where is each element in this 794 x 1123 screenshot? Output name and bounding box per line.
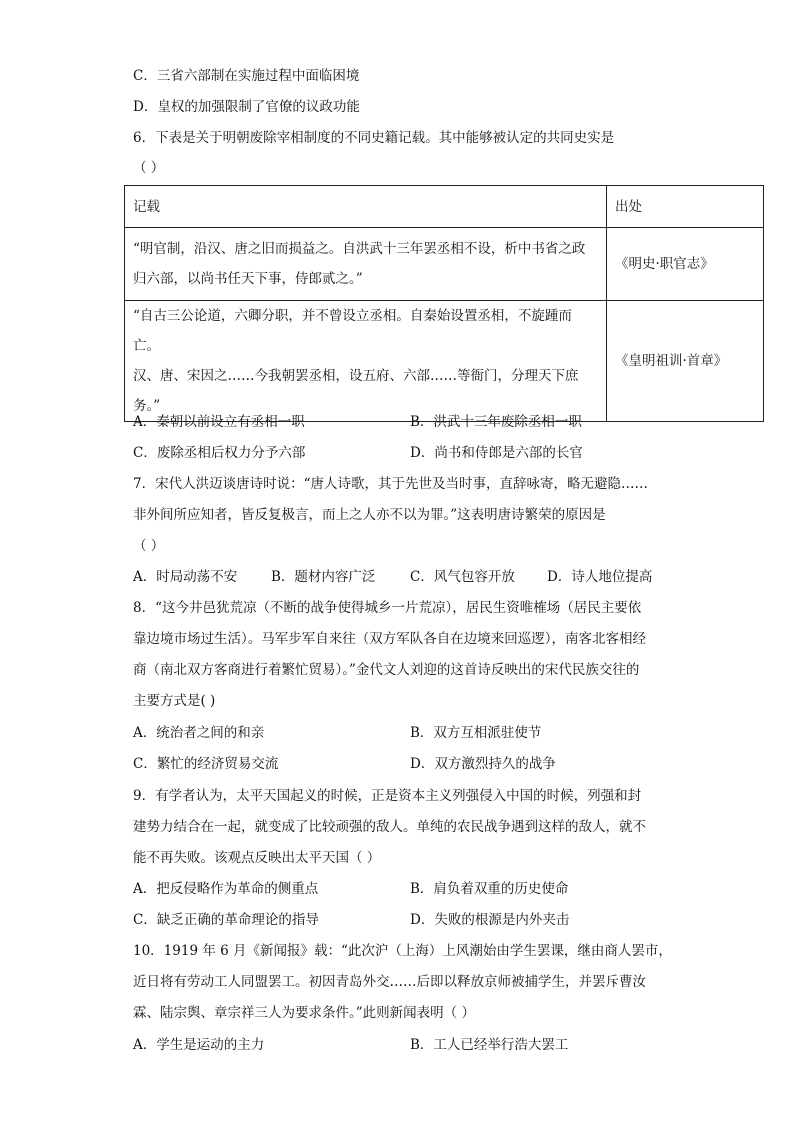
q6-source-table [124,185,764,422]
q8-options-row-1 [133,723,693,743]
q5-option-d: D．皇权的加强限制了官僚的议政功能 [133,99,360,115]
record-line: “自古三公论道，六卿分职，并不曾设立丞相。自秦始设置丞相，不旋踵而亡。 [133,308,572,354]
q8-option-c: C．繁忙的经济贸易交流 [133,756,279,772]
table-cell-record [125,228,607,301]
q9-option-c: C．缺乏正确的革命理论的指导 [133,912,319,928]
q7-option-c: C．风气包容开放 [410,569,515,585]
record-line: 务。” [133,398,161,414]
q6-stem: 6．下表是关于明朝废除宰相制度的不同史籍记载。其中能够被认定的共同史实是 [133,130,615,146]
q8-option-b: B．双方互相派驻使节 [410,725,542,741]
q9-stem-line: 建势力结合在一起，就变成了比较顽强的敌人。单纯的农民战争遇到这样的敌人，就不 [133,819,646,835]
q5-option-c: C．三省六部制在实施过程中面临困境 [133,68,360,84]
q8-stem-line: 商（南北双方客商进行着繁忙贸易）。”金代文人刘迎的这首诗反映出的宋代民族交往的 [133,662,640,678]
q8-option-d: D．双方激烈持久的战争 [410,756,556,772]
table-cell-source: 《皇明祖训·首章》 [607,301,764,422]
q10-stem-line: 10．1919 年 6 月《新闻报》载：“此次沪（上海）上风潮始由学生罢课，继由商人罢市， [133,943,672,959]
q8-stem-line: 主要方式是( ) [133,693,216,709]
q6-options-row-1 [133,412,693,432]
q10-stem-line: 近日将有劳动工人同盟罢工。初因青岛外交……后即以释放京师被捕学生，并罢斥曹汝 [133,974,646,990]
q9-stem-line: 能不再失败。该观点反映出太平天国（ ） [133,850,381,866]
q7-option-a: A．时局动荡不安 [133,569,238,585]
record-line: 归六部，以尚书任天下事，侍郎贰之。” [133,271,363,287]
table-header-source: 出处 [607,186,764,228]
q10-option-a: A．学生是运动的主力 [133,1037,265,1053]
q9-option-b: B．肩负着双重的历史使命 [410,881,569,897]
q7-stem-line: 非外间所应知者，皆反复极言，而上之人亦不以为罪。”这表明唐诗繁荣的原因是 [133,507,606,523]
q10-option-b: B．工人已经举行浩大罢工 [410,1037,569,1053]
q6-answer-paren: （ ） [133,160,165,176]
q8-stem-line: 8．“这今井邑犹荒凉（不断的战争使得城乡一片荒凉），居民生资唯榷场（居民主要依 [133,600,642,616]
q7-answer-paren: （ ） [133,538,165,554]
q8-options-row-2 [133,754,693,774]
q9-options-row-1 [133,879,693,899]
q9-option-a: A．把反侵略作为革命的侧重点 [133,881,319,897]
table-row [125,301,764,422]
q10-stem-line: 霖、陆宗舆、章宗祥三人为要求条件。”此则新闻表明（ ） [133,1005,475,1021]
q9-options-row-2 [133,910,693,930]
table-header-record: 记载 [125,186,607,228]
table-row [125,228,764,301]
q6-option-a: A．秦朝以前设立有丞相一职 [133,414,305,430]
q9-stem-line: 9．有学者认为，太平天国起义的时候，正是资本主义列强侵入中国的时候，列强和封 [133,788,642,804]
q7-option-d: D．诗人地位提高 [547,569,653,585]
record-line: “明官制，沿汉、唐之旧而损益之。自洪武十三年罢丞相不设，析中书省之政 [133,241,586,257]
q8-stem-line: 靠边境市场过生活）。马军步军自来往（双方军队各自在边境来回巡逻），南客北客相经 [133,631,646,647]
table-header-row [125,186,764,228]
record-line: 汉、唐、宋因之……今我朝罢丞相，设五府、六部……等衙门，分理天下庶 [133,368,579,384]
q6-option-c: C．废除丞相后权力分予六部 [133,445,306,461]
q7-stem-line: 7．宋代人洪迈谈唐诗时说：“唐人诗歌，其于先世及当时事，直辞咏寄，略无避隐…… [133,476,648,492]
q8-option-a: A．统治者之间的和亲 [133,725,265,741]
q6-option-b: B．洪武十三年废除丞相一职 [410,414,582,430]
table-cell-record [125,301,607,422]
q9-option-d: D．失败的根源是内外夹击 [410,912,570,928]
q7-option-b: B．题材内容广泛 [271,569,376,585]
q6-option-d: D．尚书和侍郎是六部的长官 [410,445,583,461]
q6-options-row-2 [133,443,693,463]
q10-options-row-1 [133,1035,693,1055]
table-cell-source: 《明史·职官志》 [607,228,764,301]
